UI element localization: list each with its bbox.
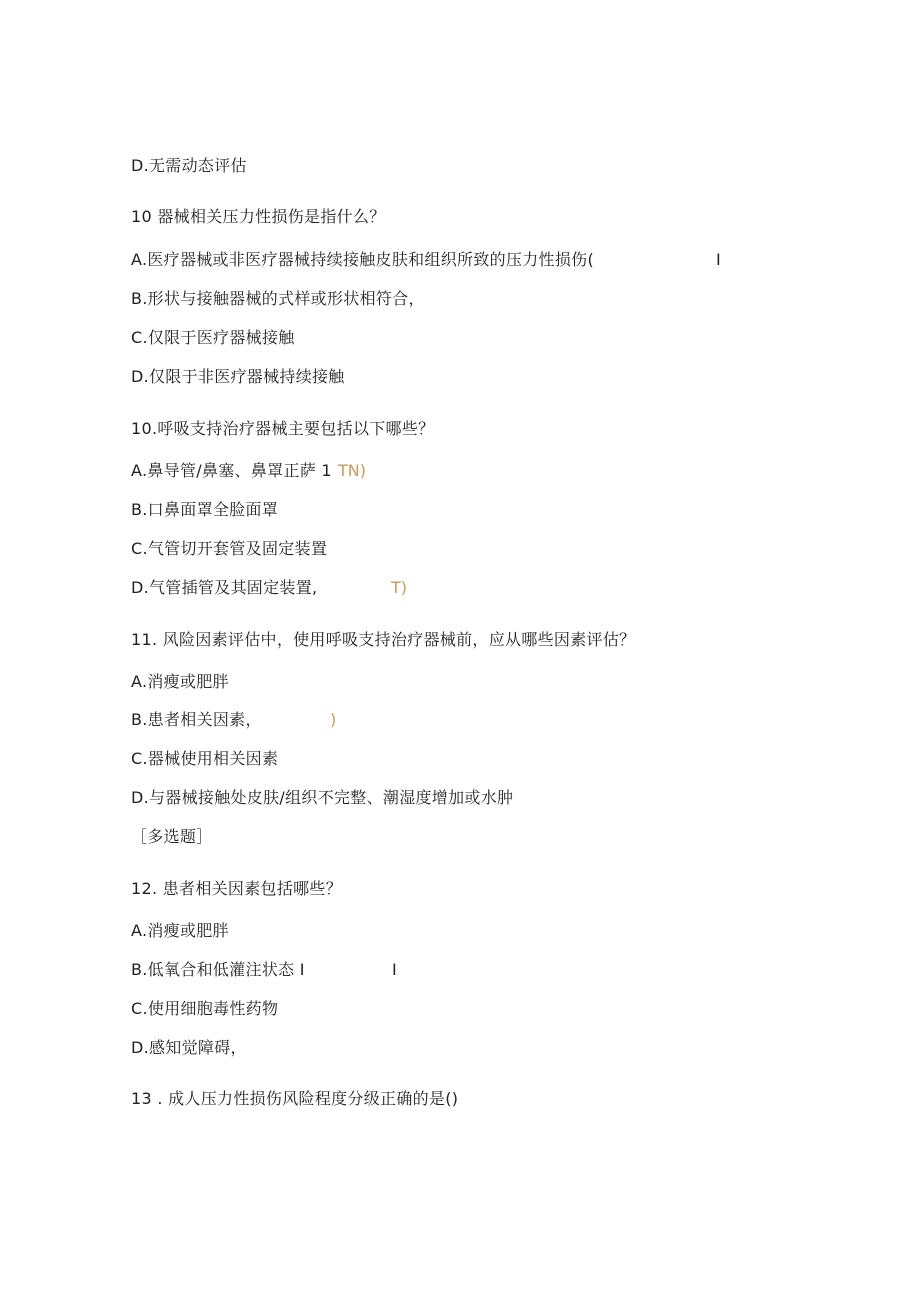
respiratory-option-a: A.鼻导管/鼻塞、鼻罩正萨 1	[131, 461, 332, 480]
question-10-device-pressure-injury: 10 器械相关压力性损伤是指什么？	[131, 207, 386, 226]
patient-option-b: B.低氧合和低灌注状态 I	[131, 960, 305, 979]
respiratory-option-d-tag: T)	[391, 578, 408, 597]
question-11-risk-factors: 11. 风险因素评估中，使用呼吸支持治疗器械前，应从哪些因素评估？	[131, 630, 636, 649]
risk-option-c: C.器械使用相关因素	[131, 749, 279, 768]
respiratory-option-d: D.气管插管及其固定装置,	[131, 578, 318, 597]
question-10-option-a: A.医疗器械或非医疗器械持续接触皮肤和组织所致的压力性损伤(	[131, 250, 594, 269]
risk-option-b-tag: )	[330, 710, 337, 729]
question-12-patient-factors: 12. 患者相关因素包括哪些？	[131, 879, 343, 898]
question-10-option-d: D.仅限于非医疗器械持续接触	[131, 367, 345, 386]
risk-option-a: A.消瘦或肥胖	[131, 672, 229, 691]
patient-option-a: A.消瘦或肥胖	[131, 921, 229, 940]
patient-option-d: D.感知觉障碍，	[131, 1038, 247, 1057]
question-10-respiratory-devices: 10.呼吸支持治疗器械主要包括以下哪些？	[131, 419, 435, 438]
question-10-option-a-trailing-mark: I	[716, 250, 721, 269]
respiratory-option-a-tag: TN)	[338, 461, 366, 480]
respiratory-option-b: B.口鼻面罩全脸面罩	[131, 500, 279, 519]
patient-option-b-trailing-mark: I	[392, 960, 397, 979]
multiple-choice-tag: ［多选题］	[131, 827, 213, 846]
question-10-option-b: B.形状与接触器械的式样或形状相符合，	[131, 289, 425, 308]
risk-option-b: B.患者相关因素，	[131, 710, 262, 729]
respiratory-option-c: C.气管切开套管及固定装置	[131, 539, 328, 558]
question-10-option-c: C.仅限于医疗器械接触	[131, 328, 295, 347]
question-13-risk-grading: 13 . 成人压力性损伤风险程度分级正确的是()	[131, 1089, 459, 1108]
patient-option-c: C.使用细胞毒性药物	[131, 999, 279, 1018]
risk-option-d: D.与器械接触处皮肤/组织不完整、潮湿度增加或水肿	[131, 788, 514, 807]
option-d-no-dynamic-assessment: D.无需动态评估	[131, 156, 247, 175]
